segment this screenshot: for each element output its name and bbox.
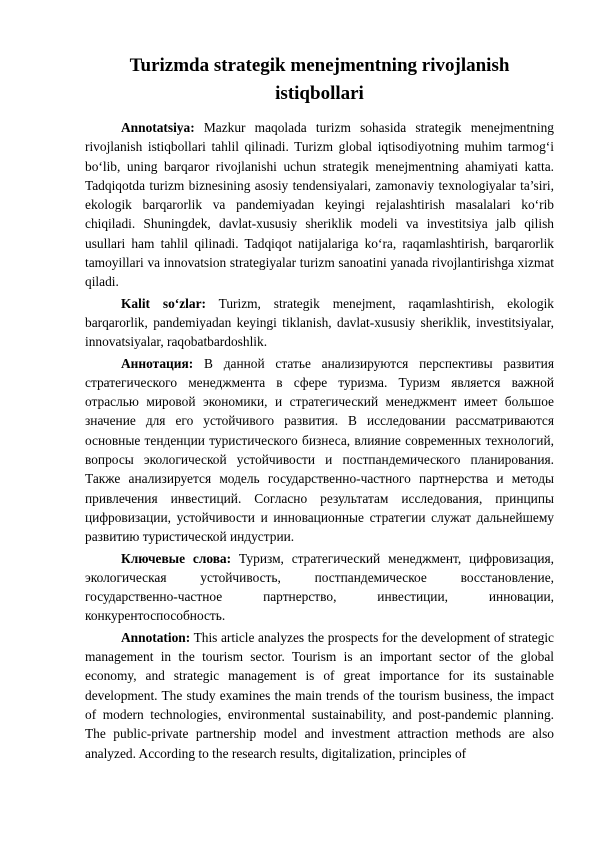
abstract-ru <box>85 354 554 547</box>
abstract-ru-label: Аннотация: <box>121 355 194 371</box>
abstract-ru-text: В данной статье анализируются перспективы развития стратегического менеджмента в сфере туризма. Туризм является важной отраслью мировой экономики, и стратегический менеджмент имеет большое значение для его устойчивого развития. В исследовании рассматриваются основные тенденции туристического бизнеса, влияние современных технологий, вопросы экологической устойчивости и постпандемического планирования. Также анализируется модель государственно-частного партнерства и методы привлечения инвестиций. Согласно результатам исследования, принципы цифровизации, устойчивости и инновационные стратегии служат дальнейшему развитию туристической индустрии. <box>85 355 554 545</box>
abstract-en <box>85 628 554 763</box>
abstract-uz <box>85 118 554 292</box>
keywords-ru-label: Ключевые слова: <box>121 550 232 566</box>
abstract-en-text: This article analyzes the prospects for the development of strategic management in the tourism sector. Tourism is an important sector of the global economy, and strategic management is of great importance for its sustainable development. The study examines the main trends of the tourism business, the impact of modern technologies, environmental sustainability, and post-pandemic planning. The public-private partnership model and investment attraction methods are also analyzed. According to the research results, digitalization, principles of <box>85 629 554 761</box>
keywords-uz-label: Kalit so‘zlar: <box>121 295 206 311</box>
keywords-ru-text: Туризм, стратегический менеджмент, цифровизация, экологическая устойчивость, постпандемическое восстановление, государственно-частное партнерство, инвестиции, инновации, конкурентоспособность. <box>85 550 554 624</box>
abstract-uz-text: Mazkur maqolada turizm sohasida strategik menejmentning rivojlanish istiqbollari tahlil qilinadi. Turizm global iqtisodiyotning muhim tarmog‘i bo‘lib, uning barqaror rivojlanishi uchun strategik menejmentning ahamiyati katta. Tadqiqotda turizm biznesining asosiy tendensiyalari, zamonaviy texnologiyalar ta’siri, ekologik barqarorlik va pandemiyadan keyingi rejalashtirish masalalari ko‘rib chiqiladi. Shuningdek, davlat-xususiy sheriklik modeli va investitsiya jalb qilish usullari ham tahlil qilinadi. Tadqiqot natijalariga ko‘ra, raqamlashtirish, barqarorlik tamoyillari va innovatsion strategiyalar turizm sanoatini yanada rivojlantirishga xizmat qiladi. <box>85 120 554 290</box>
keywords-uz-text: Turizm, strategik menejment, raqamlashtirish, ekologik barqarorlik, pandemiyadan keyingi tiklanish, davlat-xususiy sheriklik, investitsiyalar, innovatsiyalar, raqobatbardoshlik. <box>85 295 554 350</box>
keywords-uz <box>85 294 554 352</box>
abstract-en-label: Annotation: <box>121 629 191 645</box>
abstract-uz-label: Annotatsiya: <box>121 120 195 135</box>
article-title: Turizmda strategik menejmentning rivojlanish istiqbollari <box>129 55 510 104</box>
article-page <box>85 52 554 763</box>
keywords-ru <box>85 549 554 626</box>
